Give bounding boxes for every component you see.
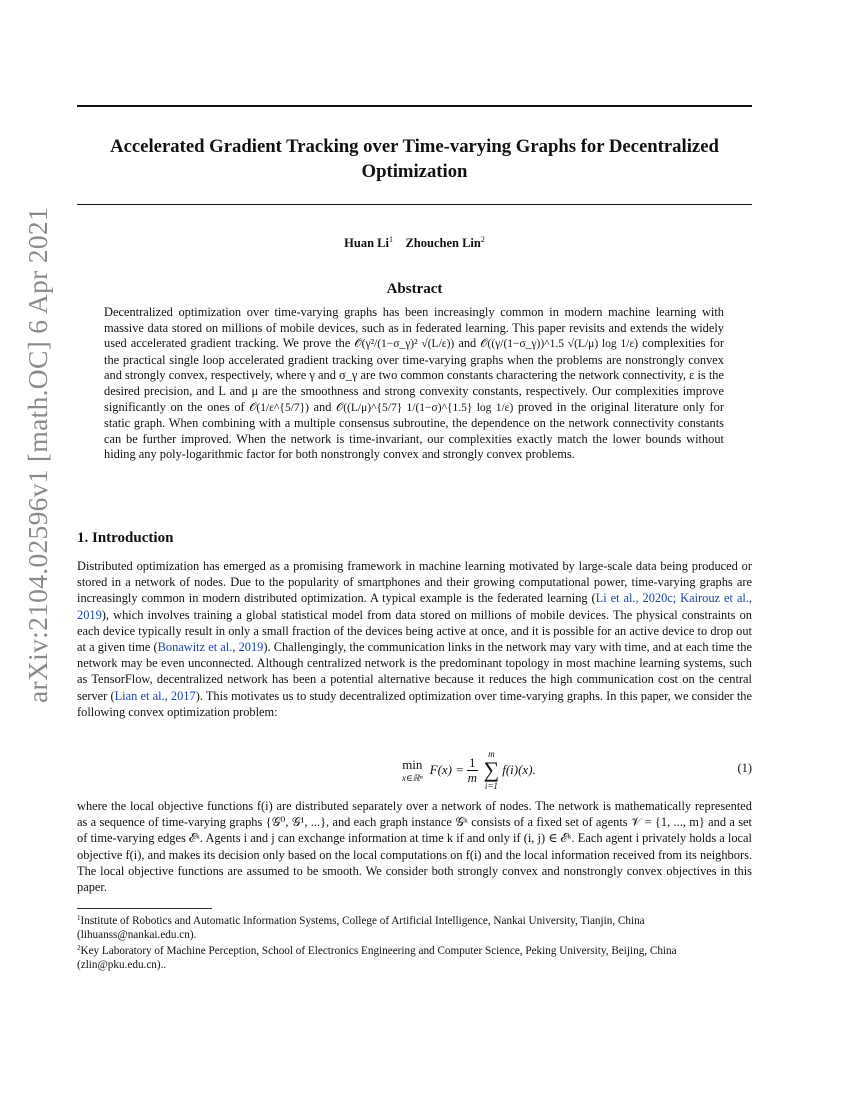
paper-title: Accelerated Gradient Tracking over Time-varying Graphs for Decentralized Optimization [110,136,719,182]
sum-operator [484,749,500,791]
arxiv-stamp-text: arXiv:2104.02596v1 [math.OC] 6 Apr 2021 [22,207,53,703]
footnotes [77,912,752,972]
equation-1 [77,745,752,795]
intro-paragraph-1 [77,558,752,720]
fraction-numerator: 1 [469,754,476,770]
equation-lhs: F(x) = [429,762,465,777]
sum-upper-limit: m [488,749,495,759]
abstract-text: complexities for the practical single loop accelerated gradient tracking over time-varying graphs when the problems are nonstrongly convex and strongly convex, respectively, where γ and σ_γ are two common constants charactering the network connectivity, ε is the desired precision, and L and μ are the smoothness and strong convexity constants, respectively. Our complexities improve significantly on the ones of [104,336,724,414]
min-subscript: x∈ℝⁿ [402,773,423,783]
intro-paragraph-2: where the local objective functions f(i) are distributed separately over a network of nodes. The network is mathematically represented as a sequence of time-varying graphs {𝒢⁰, 𝒢¹, ...}, and each graph instance 𝒢ᵏ consists of a fixed set of agents 𝒱 = {1, ..., m} and a set of time-varying edges ℰᵏ. Agents i and j can exchange information at time k if and only if (i, j) ∈ ℰᵏ. Each agent i privately holds a local objective f(i), and makes its decision only based on the local computations on f(i) and the local information received from its neighbors. The local objective functions are assumed to be smooth. We consider both strongly convex and nonstrongly convex objectives in this paper. [77,799,752,895]
title-rule-bottom [77,204,752,205]
citation-link[interactable]: Lian et al., 2017 [114,688,196,703]
citation-link[interactable]: Bonawitz et al., 2019 [157,640,264,655]
equation-body [399,745,536,795]
abstract-text: Decentralized optimization over time-varying graphs has been increasingly common in modern machine learning with massive data stored on millions of mobile devices, such as in federated learning. This paper revisits and extends the widely used accelerated gradient tracking. We prove the [104,305,724,351]
fraction-denominator: m [467,769,477,785]
arxiv-stamp [8,207,68,703]
abstract-text: and [454,336,481,351]
equation-number: (1) [737,761,752,775]
citation-link[interactable]: Li et al., 2020c; Kairouz et al., 2019 [77,591,752,622]
footnote-text: Institute of Robotics and Automatic Information Systems, College of Artificial Intelligence, Nankai University, Tianjin, China (lihuanss@nankai.edu.cn). [77,915,645,941]
complexity-formula: 𝒪((L/μ)^{5/7} 1/(1−σ)^{1.5} log 1/ε) [335,401,514,414]
equation-term: f(i)(x). [502,762,536,777]
paragraph-text: ). This motivates us to study decentralized optimization over time-varying graphs. In this paper, we consider the following convex optimization problem: [77,688,752,719]
footnote-rule [77,908,212,909]
abstract-heading: Abstract [386,281,443,297]
section-heading-introduction: 1. Introduction [77,530,174,546]
equation-fraction [467,756,478,785]
author-name: Huan Li [344,236,389,250]
title-rule-top [77,105,752,107]
abstract-text: and [309,399,336,414]
sum-symbol: ∑ [483,757,500,782]
author-mark: 2 [480,235,485,244]
author-list [77,235,752,251]
author-mark: 1 [388,235,393,244]
sum-lower-limit: i=1 [484,781,498,791]
paragraph-text: ), which involves training a global statistical model from data stored on millions of mobile devices. The physical constraints on each device typically result in only a small fraction of the devices being active at once, and it is possible for an active device to drop out at a given time ( [77,607,752,655]
abstract-body [104,305,724,463]
footnote-2 [77,942,752,972]
paragraph-text: ). Challengingly, the communication links in the network may vary with time, and at each time the network may be even unconnected. Although centralized network is the predominant topology in most machine learning systems, such as TensorFlow, decentralized network has been a potential alternative because it reduces the high communication cost on the central server ( [77,640,752,703]
complexity-formula: 𝒪(1/ε^{5/7}) [249,401,309,414]
min-operator [402,757,423,783]
footnote-text: Key Laboratory of Machine Perception, School of Electronics Engineering and Computer Science, Peking University, Beijing, China (zlin@pku.edu.cn).. [77,945,677,971]
footnote-1 [77,912,752,942]
author-name: Zhouchen Lin [405,236,481,250]
min-symbol: min [402,757,423,772]
footnote-mark: 1 [77,914,81,922]
abstract-text: proved in the original literature only for static graph. When combining with a multiple consensus subroutine, the dependence on the network connectivity constants can be further improved. When the network is time-invariant, our complexities exactly match the lower bounds without hiding any poly-logarithmic factor for both nonstrongly convex and strongly convex problems. [104,399,724,462]
footnote-mark: 2 [77,944,81,953]
paragraph-text: Distributed optimization has emerged as a promising framework in machine learning motivated by large-scale data being produced or stored in a network of nodes. Due to the popularity of smartphones and their growing computational power, time-varying graphs are increasingly common in modern distributed optimization. A typical example is the federated learning ( [77,559,752,606]
complexity-formula: 𝒪(γ²/(1−σ_γ)² √(L/ε)) [354,338,455,351]
complexity-formula: 𝒪((γ/(1−σ_γ))^1.5 √(L/μ) log 1/ε) [480,338,639,351]
